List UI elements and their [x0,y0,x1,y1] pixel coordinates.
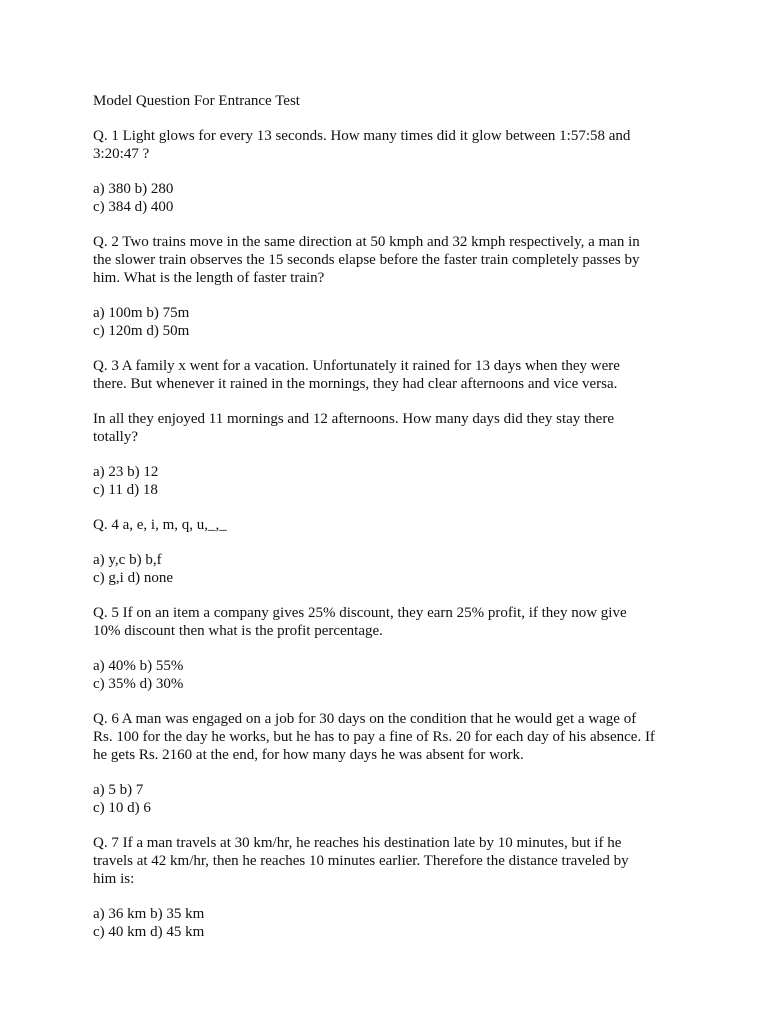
question-line: he gets Rs. 2160 at the end, for how many days he was absent for work. [93,747,524,763]
question-1-options [93,180,708,216]
option-line: c) 35% d) 30% [93,676,184,692]
question-line: him is: [93,871,135,887]
question-7-text [93,834,708,888]
question-2-options [93,304,708,340]
question-line: there. But whenever it rained in the mornings, they had clear afternoons and vice versa. [93,376,618,392]
question-line: 10% discount then what is the profit percentage. [93,623,383,639]
question-3-text [93,357,708,393]
question-line: Q. 1 Light glows for every 13 seconds. How many times did it glow between 1:57:58 and [93,128,631,144]
question-5-options [93,657,708,693]
option-line: a) 380 b) 280 [93,181,174,197]
question-line: Q. 5 If on an item a company gives 25% discount, they earn 25% profit, if they now give [93,605,627,621]
option-line: c) 120m d) 50m [93,323,190,339]
question-line: Q. 2 Two trains move in the same direction at 50 kmph and 32 kmph respectively, a man in [93,234,640,250]
question-line: totally? [93,429,138,445]
option-line: a) 100m b) 75m [93,305,190,321]
question-line: Q. 3 A family x went for a vacation. Unfortunately it rained for 13 days when they were [93,358,620,374]
question-5-text [93,604,708,640]
question-line: the slower train observes the 15 seconds elapse before the faster train completely passes by [93,252,640,268]
question-line: Q. 6 A man was engaged on a job for 30 days on the condition that he would get a wage of [93,711,637,727]
question-line: 3:20:47 ? [93,146,150,162]
question-6-text [93,710,708,764]
option-line: a) 36 km b) 35 km [93,906,205,922]
option-line: c) 384 d) 400 [93,199,174,215]
question-1-text [93,127,708,163]
question-line: Q. 7 If a man travels at 30 km/hr, he reaches his destination late by 10 minutes, but if he [93,835,622,851]
document-title: Model Question For Entrance Test [93,93,300,109]
question-3-options [93,463,708,499]
question-line: Rs. 100 for the day he works, but he has to pay a fine of Rs. 20 for each day of his absence. If [93,729,655,745]
question-3-text-continued [93,410,708,446]
question-4-options [93,551,708,587]
question-line: In all they enjoyed 11 mornings and 12 afternoons. How many days did they stay there [93,411,614,427]
option-line: a) 5 b) 7 [93,782,144,798]
option-line: a) 23 b) 12 [93,464,159,480]
question-line: travels at 42 km/hr, then he reaches 10 minutes earlier. Therefore the distance traveled by [93,853,629,869]
question-2-text [93,233,708,287]
question-line: him. What is the length of faster train? [93,270,325,286]
option-line: c) g,i d) none [93,570,173,586]
option-line: a) y,c b) b,f [93,552,162,568]
option-line: c) 11 d) 18 [93,482,158,498]
question-line: Q. 4 a, e, i, m, q, u,_,_ [93,517,227,533]
question-4-text [93,516,708,534]
option-line: a) 40% b) 55% [93,658,184,674]
question-6-options [93,781,708,817]
option-line: c) 10 d) 6 [93,800,151,816]
option-line: c) 40 km d) 45 km [93,924,205,940]
question-7-options [93,905,708,941]
